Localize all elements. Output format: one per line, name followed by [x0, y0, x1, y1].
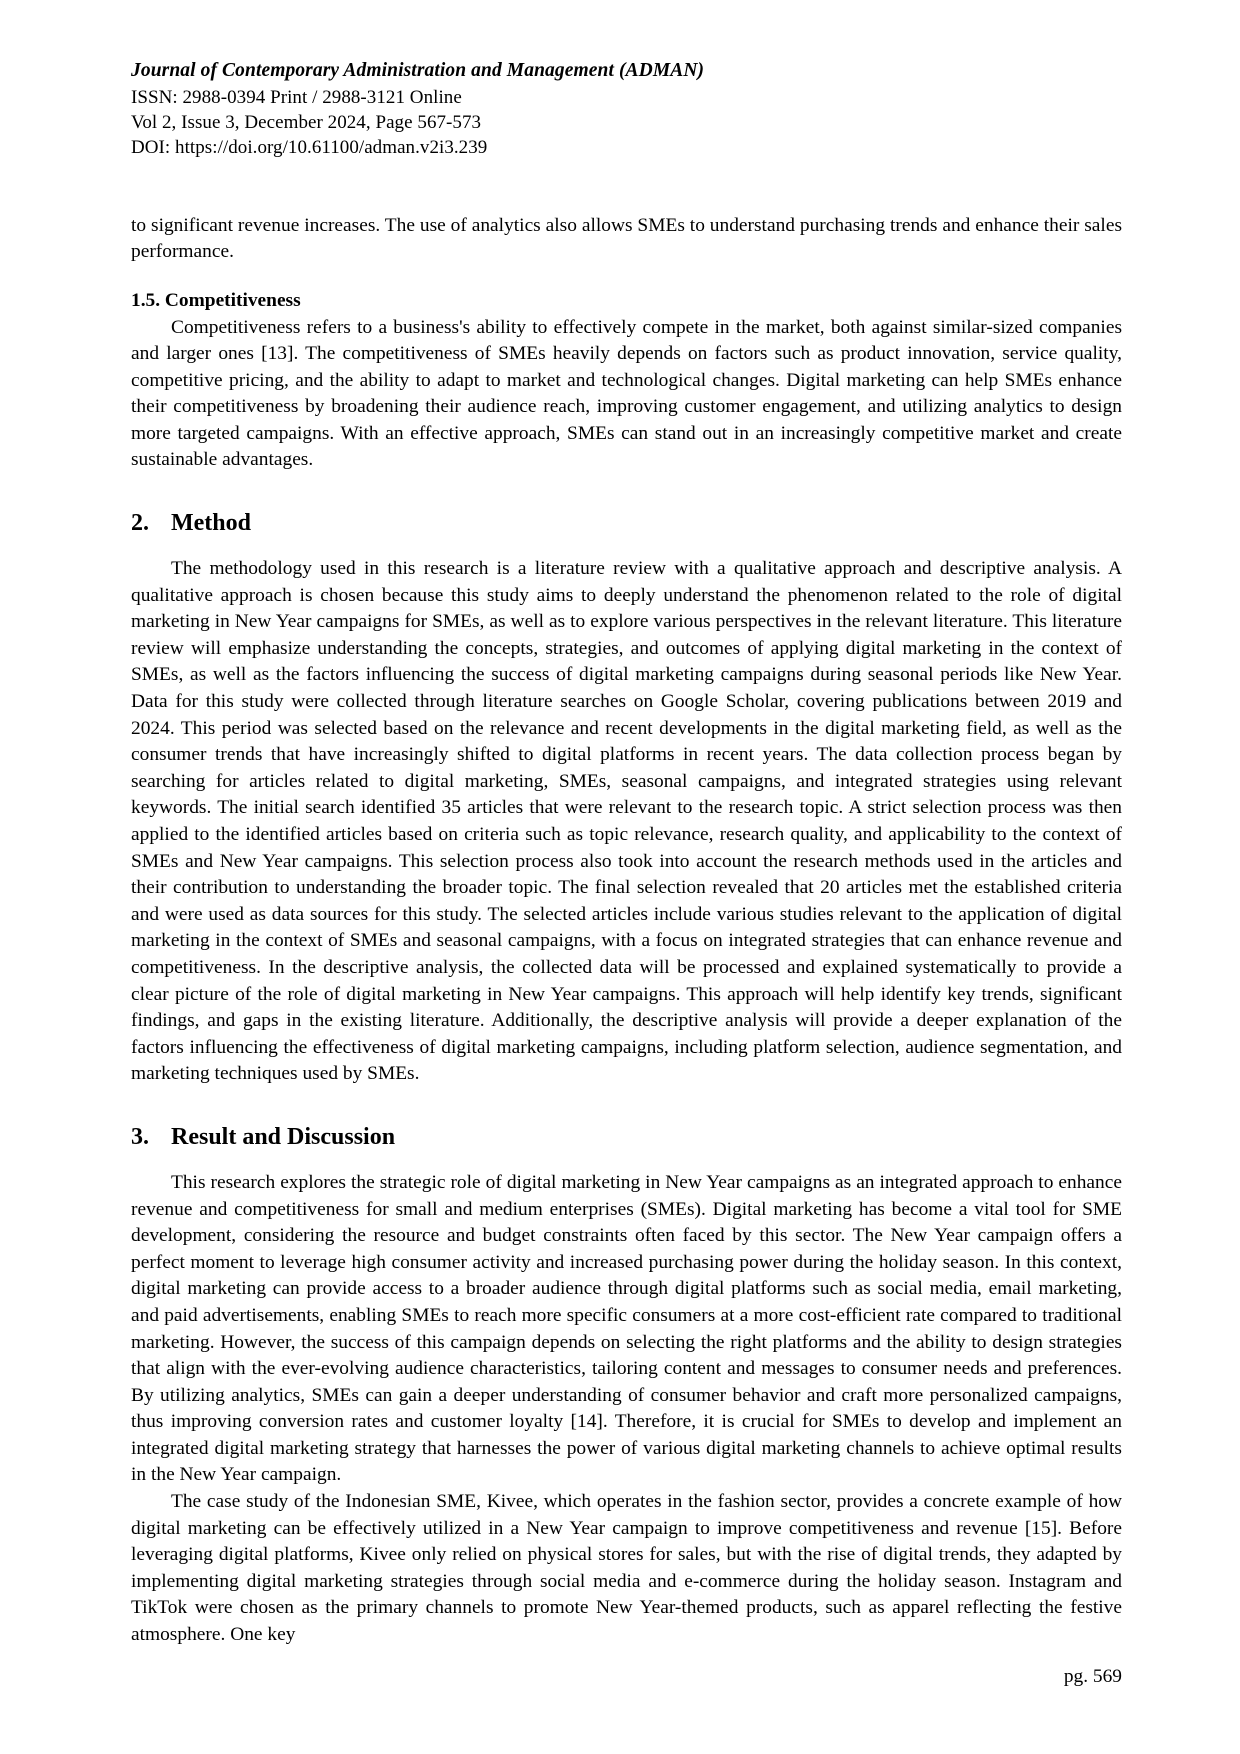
- section-3-title: Result and Discussion: [171, 1123, 396, 1150]
- section-3-number: 3.: [131, 1123, 149, 1150]
- journal-doi: DOI: https://doi.org/10.61100/adman.v2i3.239: [131, 137, 488, 159]
- journal-header: [131, 58, 1122, 161]
- page-number-footer: pg. 569: [1063, 1666, 1122, 1687]
- journal-title: Journal of Contemporary Administration and Management (ADMAN): [131, 60, 705, 81]
- section-2-title: Method: [171, 510, 251, 537]
- section-2-paragraph: The methodology used in this research is a literature review with a qualitative approach and descriptive analysis. A qualitative approach is chosen because this study aims to deeply understand the phenomenon related to the role of digital marketing in New Year campaigns for SMEs, as well as to explore various perspectives in the relevant literature. This literature review will emphasize understanding the concepts, strategies, and outcomes of applying digital marketing in the context of SMEs, as well as the factors influencing the success of digital marketing campaigns during seasonal periods like New Year. Data for this study were collected through literature searches on Google Scholar, covering publications between 2019 and 2024. This period was selected based on the relevance and recent developments in the digital marketing field, as well as the consumer trends that have increasingly shifted to digital platforms in recent years. The data collection process began by searching for articles related to digital marketing, SMEs, seasonal campaigns, and integrated strategies using relevant keywords. The initial search identified 35 articles that were relevant to the research topic. A strict selection process was then applied to the identified articles based on criteria such as topic relevance, research quality, and applicability to the context of SMEs and New Year campaigns. This selection process also took into account the research methods used in the articles and their contribution to understanding the broader topic. The final selection revealed that 20 articles met the established criteria and were used as data sources for this study. The selected articles include various studies relevant to the application of digital marketing in the context of SMEs and seasonal campaigns, with a focus on integrated strategies that can enhance revenue and competitiveness. In the descriptive analysis, the collected data will be processed and explained systematically to provide a clear picture of the role of digital marketing in New Year campaigns. This approach will help identify key trends, significant findings, and gaps in the existing literature. Additionally, the descriptive analysis will provide a deeper explanation of the factors influencing the effectiveness of digital marketing campaigns, including platform selection, audience segmentation, and marketing techniques used by SMEs.: [131, 558, 1122, 1085]
- section-heading-2: [131, 508, 1122, 538]
- section-3-paragraph-2: The case study of the Indonesian SME, Kivee, which operates in the fashion sector, provides a concrete example of how digital marketing can be effectively utilized in a New Year campaign to improve competitiveness and revenue [15]. Before leveraging digital platforms, Kivee only relied on physical stores for sales, but with the rise of digital trends, they adapted by implementing digital marketing strategies through social media and e-commerce during the holiday season. Instagram and TikTok were chosen as the primary channels to promote New Year-themed products, such as apparel reflecting the festive atmosphere. One key: [131, 1491, 1122, 1646]
- section-heading-3: [131, 1122, 1122, 1152]
- section-2-number: 2.: [131, 510, 149, 537]
- heading-spacer: [131, 538, 1122, 556]
- section-3-paragraph-1: This research explores the strategic role of digital marketing in New Year campaigns as an integrated approach to enhance revenue and competitiveness for small and medium enterprises (SMEs). Digital marketing has become a vital tool for SME development, considering the resource and budget constraints often faced by this sector. The New Year campaign offers a perfect moment to leverage high consumer activity and increased purchasing power during the holiday season. In this context, digital marketing can provide access to a broader audience through digital platforms such as social media, email marketing, and paid advertisements, enabling SMEs to reach more specific consumers at a more cost-efficient rate compared to traditional marketing. However, the success of this campaign depends on selecting the right platforms and the ability to design strategies that align with the ever-evolving audience characteristics, tailoring content and messages to consumer needs and preferences. By utilizing analytics, SMEs can gain a deeper understanding of consumer behavior and craft more personalized campaigns, thus improving conversion rates and customer loyalty [14]. Therefore, it is crucial for SMEs to develop and implement an integrated digital marketing strategy that harnesses the power of various digital marketing channels to achieve optimal results in the New Year campaign.: [131, 1171, 1122, 1486]
- subsection-heading-1-5: 1.5. Competitiveness: [131, 289, 301, 311]
- heading-spacer: [131, 1152, 1122, 1170]
- subsection-1-5-paragraph: Competitiveness refers to a business's ability to effectively compete in the market, both against similar-sized companies and larger ones [13]. The competitiveness of SMEs heavily depends on factors such as product innovation, service quality, competitive pricing, and the ability to adapt to market and technological changes. Digital marketing can help SMEs enhance their competitiveness by broadening their audience reach, improving customer engagement, and utilizing analytics to design more targeted campaigns. With an effective approach, SMEs can stand out in an increasingly competitive market and create sustainable advantages.: [131, 316, 1122, 471]
- journal-issn: ISSN: 2988-0394 Print / 2988-3121 Online: [131, 86, 462, 108]
- document-body: [131, 213, 1122, 1649]
- continued-paragraph: to significant revenue increases. The use of analytics also allows SMEs to understand purchasing trends and enhance their sales performance.: [131, 214, 1122, 263]
- journal-volume-issue: Vol 2, Issue 3, December 2024, Page 567-573: [131, 112, 482, 134]
